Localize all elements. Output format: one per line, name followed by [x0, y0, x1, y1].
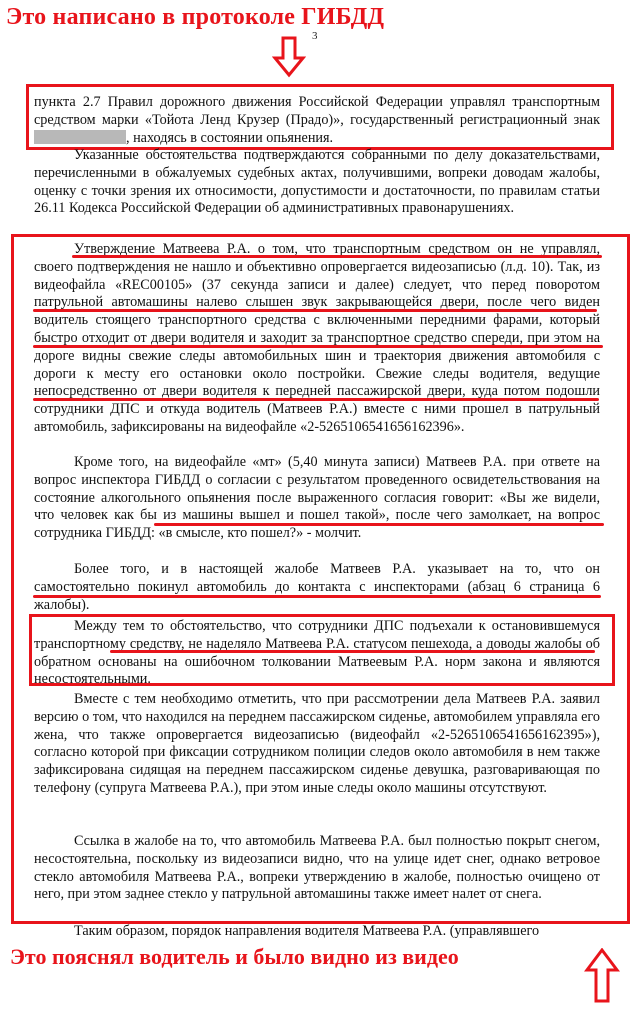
paragraph-snow — [34, 833, 600, 904]
paragraph-complaint-text: Более того, и в настоящей жалобе Матвеев Р.А. указывает на то, что он самостоятельно покинул автомобиль до контакта с инспекторами (абзац 6 страница 6 жалобы). — [34, 561, 600, 613]
paragraph-passenger-text: Вместе с тем необходимо отметить, что при рассмотрении дела Матвеев Р.А. заявил версию о том, что находился на переднем пассажирском сиденье, автомобилем управляла его жена, что также опровергается видеозаписью (видеофайл «2-5265106541656162395»), согласно которой при фиксации сотрудником полиции следов около автомобиля в нем также зафиксирована сидящая на переднем пассажирском сиденье девушка, разговаривающая по телефону (супруга Матвеева Р.А.), при этом иные следы около машины отсутствуют. — [34, 691, 600, 796]
page-number: 3 — [312, 30, 318, 42]
paragraph-protocol-end: , находясь в состоянии опьянения. — [126, 129, 334, 146]
underline-4 — [33, 398, 599, 401]
paragraph-video — [34, 241, 600, 437]
paragraph-protocol-text: пункта 2.7 Правил дорожного движения Российской Федерации управлял транспортным средством марки «Тойота Ленд Крузер (Прадо)», государственный регистрационный знак — [34, 94, 600, 128]
paragraph-pedestrian — [34, 618, 600, 689]
underline-2 — [33, 309, 597, 312]
paragraph-snow-text: Ссылка в жалобе на то, что автомобиль Матвеева Р.А. был полностью покрыт снегом, несостоятельна, поскольку из видеозаписи видно, что на улице идет снег, однако ветровое стекло автомобиля Матвеева Р.А., вопреки утверждению в жалобе, полностью очищено от него, при этом заднее стекло у патрульной автомашины также имеет налет от снега. — [34, 833, 600, 903]
paragraph-conclusion-text: Таким образом, порядок направления водителя Матвеева Р.А. (управлявшего — [74, 923, 540, 939]
redacted-plate — [34, 130, 126, 144]
paragraph-evidence-text: Указанные обстоятельства подтверждаются собранными по делу доказательствами, перечисленными в обжалуемых судебных актах, получившими, вопреки доводам жалобы, оценку с точки зрения их относимости, допустимости и достаточности, по правилам статьи 26.11 Кодекса Российской Федерации об административных правонарушениях. — [34, 147, 600, 217]
underline-5 — [154, 523, 604, 526]
annotation-top: Это написано в протоколе ГИБДД — [6, 4, 385, 30]
annotation-bottom: Это пояснял водитель и было видно из видео — [10, 944, 459, 969]
underline-7 — [110, 650, 595, 653]
paragraph-video-text: Утверждение Матвеева Р.А. о том, что транспортным средством он не управлял, своего подтверждения не нашло и объективно опровергается видеозаписью (л.д. 10). Так, из видеофайла «REC00105» (37 секунда записи и далее) следует, что перед поворотом патрульной автомашины налево слышен звук закрывающейся двери, после чего виден водитель стоящего транспортного средства с включенными передними фарами, который быстро отходит от двери водителя и заходит за транспортное средство спереди, при этом на дороге видны свежие следы автомобильных шин и траектория движения автомобиля с дороги к месту его остановки около постройки. Свежие следы водителя, ведущие непосредственно от двери водителя к передней пассажирской двери, куда потом подошли сотрудники ДПС и откуда водитель (Матвеев Р.А.) вместе с ними прошел в патрульный автомобиль, зафиксированы на видеофайле «2-5265106541656162396». — [34, 241, 600, 435]
paragraph-conclusion — [34, 923, 600, 941]
paragraph-evidence — [34, 147, 600, 218]
underline-6 — [33, 595, 601, 598]
paragraph-complaint — [34, 561, 600, 614]
arrow-up-icon — [584, 948, 620, 1004]
underline-1 — [72, 255, 602, 258]
paragraph-protocol — [34, 94, 600, 147]
paragraph-mt-video-text: Кроме того, на видеофайле «мт» (5,40 минута записи) Матвеев Р.А. при ответе на вопрос инспектора ГИБДД о согласии с результатом проведенного освидетельствования на состояние алкогольного опьянения после выраженного согласия говорит: «Вы же видели, что человек как бы из машины вышел и пошел такой», после чего замолкает, на вопрос сотрудника ГИБДД: «в смысле, кто пошел?» - молчит. — [34, 454, 600, 542]
paragraph-passenger — [34, 691, 600, 798]
paragraph-mt-video — [34, 454, 600, 543]
paragraph-pedestrian-text: Между тем то обстоятельство, что сотрудники ДПС подъехали к остановившемуся транспортному средству, не наделяло Матвеева Р.А. статусом пешехода, а доводы жалобы об обратном основаны на ошибочном толковании Матвеевым Р.А. норм закона и являются несостоятельными. — [34, 618, 600, 688]
arrow-down-icon — [272, 36, 306, 78]
underline-3 — [33, 345, 603, 348]
